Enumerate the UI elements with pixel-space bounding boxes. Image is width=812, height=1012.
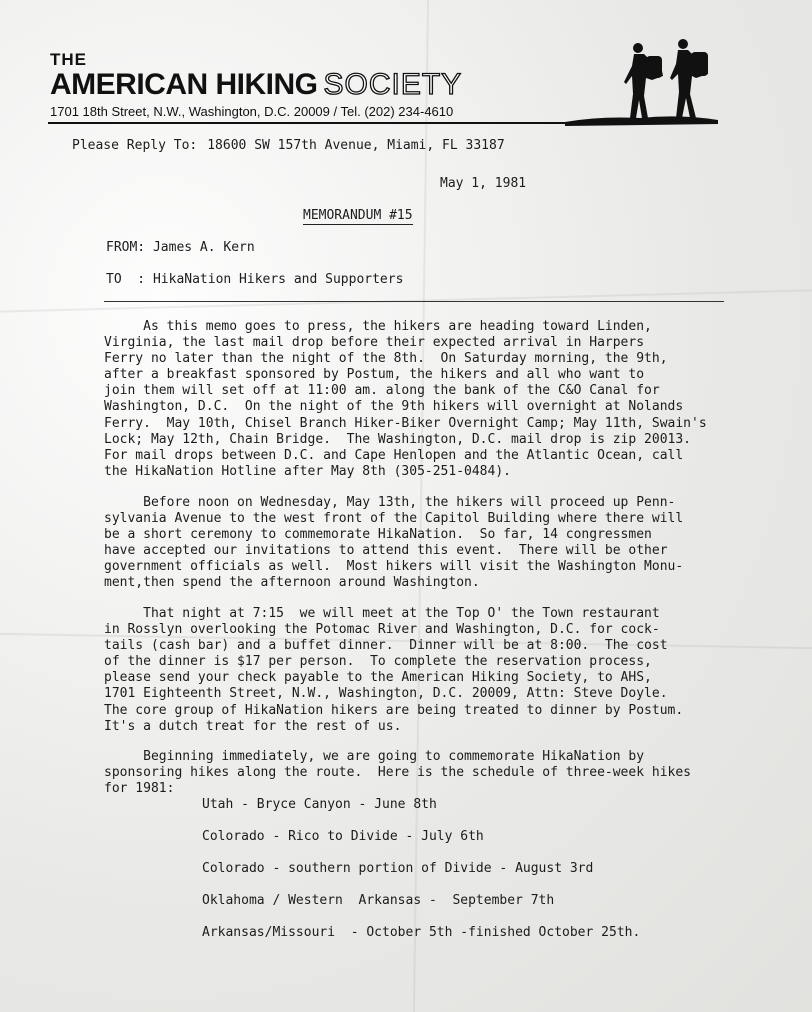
letterhead-address: 1701 18th Street, N.W., Washington, D.C. 20009 / Tel. (202) 234-4610: [50, 104, 454, 119]
memo-from: FROM: James A. Kern: [106, 240, 255, 255]
schedule-item: Oklahoma / Western Arkansas - September 7th: [202, 893, 555, 908]
paragraph-dinner: That night at 7:15 we will meet at the Top O' the Town restaurant in Rosslyn overlooking the Potomac River and Washington, D.C. for cock- tails (cash bar) and a buffet dinner. Dinner will be at 8:00. The cost of the dinner is $17 per person. To complete the reservation process, please send your check payable to the American Hiking Society, to AHS, 1701 Eighteenth Street, N.W., Washington, D.C. 20009, Attn: Steve Doyle. The core group of HikaNation hikers are being treated to dinner by Postum. It's a dutch treat for the rest of us.: [104, 606, 684, 734]
paragraph-schedule-intro: Beginning immediately, we are going to commemorate HikaNation by sponsoring hikes along the route. Here is the schedule of three-week hikes for 1981:: [104, 749, 691, 797]
letterhead-rule: [48, 122, 568, 124]
schedule-item: Colorado - Rico to Divide - July 6th: [202, 829, 484, 844]
two-backpack-hikers-silhouette-icon: [560, 38, 720, 130]
paragraph-capitol-ceremony: Before noon on Wednesday, May 13th, the hikers will proceed up Penn- sylvania Avenue to the west front of the Capitol Building where there will be a short ceremony to commemorate HikaNation. So far, 14 congressmen have accepted our invitations to attend this event. There will be other government officials as well. Most hikers will visit the Washington Monu- ment,then spend the afternoon around Washington.: [104, 495, 684, 591]
schedule-item: Utah - Bryce Canyon - June 8th: [202, 797, 437, 812]
letterhead-org-name: [50, 68, 462, 102]
letterhead-name-society: SOCIETY: [323, 68, 463, 101]
memo-title: MEMORANDUM #15: [303, 208, 413, 223]
memo-to: TO : HikaNation Hikers and Supporters: [106, 272, 404, 287]
schedule-item: Colorado - southern portion of Divide - August 3rd: [202, 861, 594, 876]
reply-to-address: 18600 SW 157th Avenue, Miami, FL 33187: [207, 138, 505, 153]
memo-date: May 1, 1981: [440, 176, 527, 191]
schedule-item: Arkansas/Missouri - October 5th -finished October 25th.: [202, 925, 641, 940]
header-divider: [104, 301, 724, 302]
letterhead-name-main: AMERICAN HIKING: [50, 68, 318, 101]
paragraph-linden-harpers-ferry: As this memo goes to press, the hikers are heading toward Linden, Virginia, the last mail drop before their expected arrival in Harpers Ferry no later than the night of the 8th. On Saturday morning, the 9th, after a breakfast sponsored by Postum, the hikers and all who want to join them will set off at 11:00 am. along the bank of the C&O Canal for Washington, D.C. On the night of the 9th hikers will overnight at Nolands Ferry. May 10th, Chisel Branch Hiker-Biker Overnight Camp; May 11th, Swain's Lock; May 12th, Chain Bridge. The Washington, D.C. mail drop is zip 20013. For mail drops between D.C. and Cape Henlopen and the Atlantic Ocean, call the HikaNation Hotline after May 8th (305-251-0484).: [104, 319, 707, 479]
reply-to-line: [72, 138, 505, 153]
reply-to-label: Please Reply To:: [72, 138, 198, 153]
letterhead-the: THE: [50, 50, 87, 69]
